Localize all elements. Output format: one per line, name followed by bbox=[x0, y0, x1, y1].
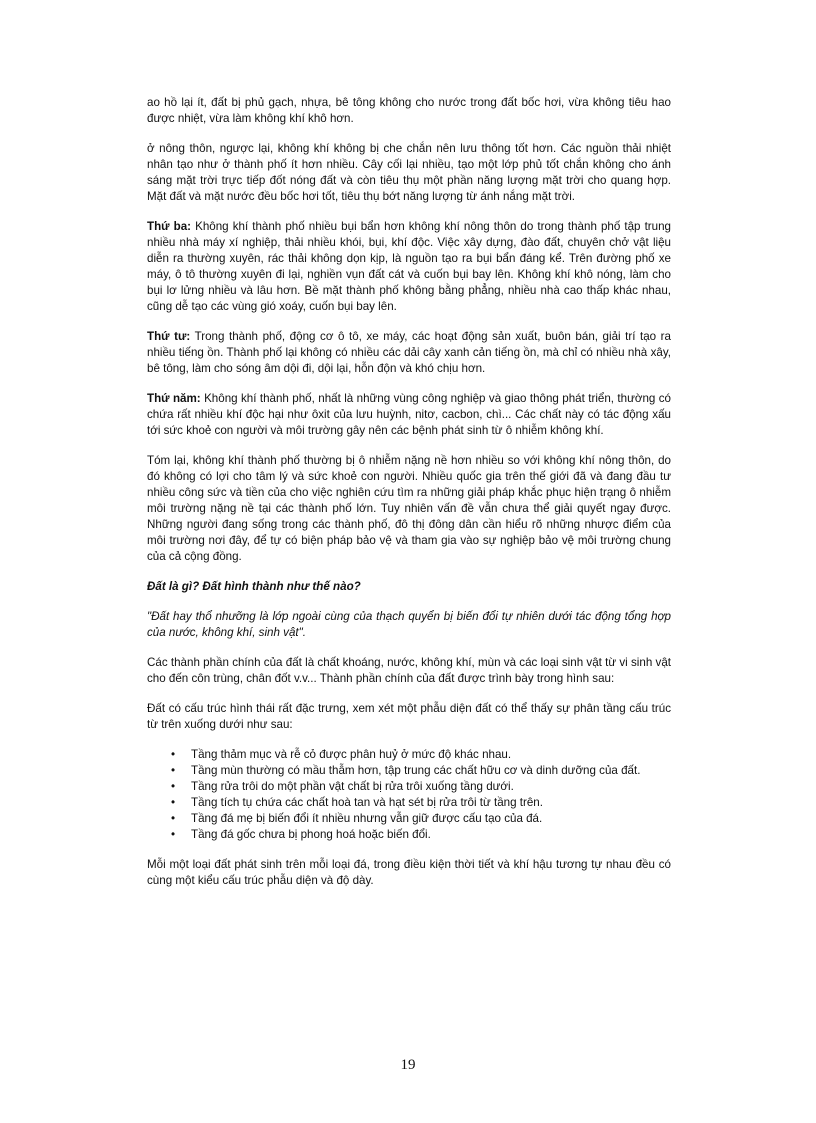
paragraph-fourth-noise bbox=[147, 329, 671, 377]
bullet-icon: • bbox=[171, 748, 176, 761]
paragraph-body: Không khí thành phố, nhất là những vùng công nghiệp và giao thông phát triển, thường có chứa rất nhiều khí độc hại như ôxit của lưu huỳnh, nitơ, cacbon, chì... Các chất này có tác động xấu tới sức khoẻ con người và môi trường gây nên các bệnh phát sinh từ ô nhiễm không khí. bbox=[147, 392, 671, 437]
paragraph-soil-components: Các thành phần chính của đất là chất khoáng, nước, không khí, mùn và các loại sinh vật từ vi sinh vật cho đến côn trùng, chân đốt v.v... Thành phần chính của đất được trình bày trong hình sau: bbox=[147, 656, 671, 685]
list-item-text: Tầng rửa trôi do một phần vật chất bị rửa trôi xuống tầng dưới. bbox=[191, 780, 514, 793]
paragraph-body: Không khí thành phố nhiều bụi bẩn hơn không khí nông thôn do trong thành phố tập trung nhiều nhà máy xí nghiệp, thải nhiều khói, bụi, khí độc. Việc xây dựng, đào đất, chuyên chở vật liệu diễn ra thường xuyên, rác thải không dọn kịp, là nguồn tạo ra bụi bẩn đáng kể. Trên đường phố xe máy, ô tô thường xuyên đi lại, nghiền vụn đất cát và cuốn bụi bay lên. Không khí khô nóng, làm cho bụi lơ lửng nhiều và lâu hơn. Bề mặt thành phố không bằng phẳng, nhiều nhà cao thấp khác nhau, cũng dễ tạo các vùng gió xoáy, cuốn bụi bay lên. bbox=[147, 220, 672, 313]
list-item bbox=[171, 795, 671, 811]
paragraph-fifth-toxic-gas bbox=[147, 391, 671, 439]
list-item bbox=[171, 763, 671, 779]
list-item-text: Tầng tích tụ chứa các chất hoà tan và hạt sét bị rửa trôi từ tầng trên. bbox=[191, 796, 543, 809]
document-page bbox=[147, 95, 671, 903]
list-item-text: Tầng mùn thường có mầu thẫm hơn, tập trung các chất hữu cơ và dinh dưỡng của đất. bbox=[191, 764, 641, 777]
paragraph-body: Trong thành phố, động cơ ô tô, xe máy, các hoạt động sản xuất, buôn bán, giải trí tạo ra nhiều tiếng ồn. Thành phố lại không có nhiều các dải cây xanh cản tiếng ồn, mà chỉ có nhiều nhà xây, bê tông, làm cho sóng âm dội đi, dội lại, hỗn độn và khó chịu hơn. bbox=[147, 330, 671, 375]
list-item bbox=[171, 779, 671, 795]
paragraph-summary: Tóm lại, không khí thành phố thường bị ô nhiễm nặng nề hơn nhiều so với không khí nông thôn, do đó không có lợi cho tâm lý và sức khoẻ con người. Nhiều quốc gia trên thế giới đã và đang đầu tư nhiều công sức và tiền của cho việc nghiên cứu tìm ra những giải pháp khắc phục hiện trạng ô nhiễm môi trường nặng nề tại các thành phố lớn. Tuy nhiên vấn đề vẫn chưa thể giải quyết ngay được. Những người đang sống trong các thành phố, đô thị đông dân cần hiểu rõ những nhược điểm của môi trường nơi đây, để tự có biện pháp bảo vệ và tham gia vào sự nghiệp bảo vệ môi trường chung của cả cộng đồng. bbox=[147, 454, 671, 563]
bullet-icon: • bbox=[171, 796, 176, 809]
section-heading: Đất là gì? Đất hình thành như thế nào? bbox=[147, 580, 361, 593]
paragraph-urban-heat: ao hồ lại ít, đất bị phủ gạch, nhựa, bê tông không cho nước trong đất bốc hơi, vừa không tiêu hao được nhiệt, vừa làm không khí khô hơn. bbox=[147, 96, 671, 125]
list-item bbox=[171, 827, 671, 843]
paragraph-lead: Thứ năm: bbox=[147, 392, 201, 405]
list-item-text: Tầng đá mẹ bị biến đổi ít nhiều nhưng vẫn giữ được cấu tạo của đá. bbox=[191, 812, 543, 825]
soil-layer-list bbox=[147, 747, 671, 843]
list-item-text: Tầng thảm mục và rễ cỏ được phân huỷ ở mức độ khác nhau. bbox=[191, 748, 512, 761]
soil-definition-quote bbox=[147, 609, 671, 641]
list-item bbox=[171, 811, 671, 827]
paragraph-rural-comparison: ở nông thôn, ngược lại, không khí không bị che chắn nên lưu thông tốt hơn. Các nguồn thải nhiệt nhân tạo như ở thành phố ít hơn nhiều. Cây cối lại nhiều, tạo một lớp phủ tốt chắn không cho ánh sáng mặt trời trực tiếp đốt nóng đất và còn tiêu thụ một phần năng lượng mặt trời cho quang hợp. Mặt đất và mặt nước đều bốc hơi tốt, tiêu thụ bớt năng lượng từ ánh nắng mặt trời. bbox=[147, 142, 671, 203]
bullet-icon: • bbox=[171, 780, 176, 793]
quote-text: Đất hay thổ nhưỡng là lớp ngoài cùng của thạch quyển bị biến đổi tự nhiên dưới tác động tổng hợp của nước, không khí, sinh vật bbox=[147, 610, 671, 639]
list-item-text: Tầng đá gốc chưa bị phong hoá hoặc biến đổi. bbox=[191, 828, 431, 841]
bullet-icon: • bbox=[171, 828, 176, 841]
bullet-icon: • bbox=[171, 812, 176, 825]
page-number: 19 bbox=[400, 1057, 416, 1073]
paragraph-lead: Thứ ba: bbox=[147, 220, 192, 233]
paragraph-third-dust bbox=[147, 219, 671, 315]
paragraph-soil-closing: Mỗi một loại đất phát sinh trên mỗi loại đá, trong điều kiện thời tiết và khí hậu tương tự nhau đều có cùng một kiểu cấu trúc phẫu diện và độ dày. bbox=[147, 858, 671, 887]
paragraph-soil-structure-intro: Đất có cấu trúc hình thái rất đặc trưng, xem xét một phẫu diện đất có thể thấy sự phân tầng cấu trúc từ trên xuống dưới như sau: bbox=[147, 702, 671, 731]
quote-close: ". bbox=[298, 626, 306, 639]
paragraph-lead: Thứ tư: bbox=[147, 330, 191, 343]
bullet-icon: • bbox=[171, 764, 176, 777]
quote-open: " bbox=[147, 610, 152, 623]
list-item bbox=[171, 747, 671, 763]
